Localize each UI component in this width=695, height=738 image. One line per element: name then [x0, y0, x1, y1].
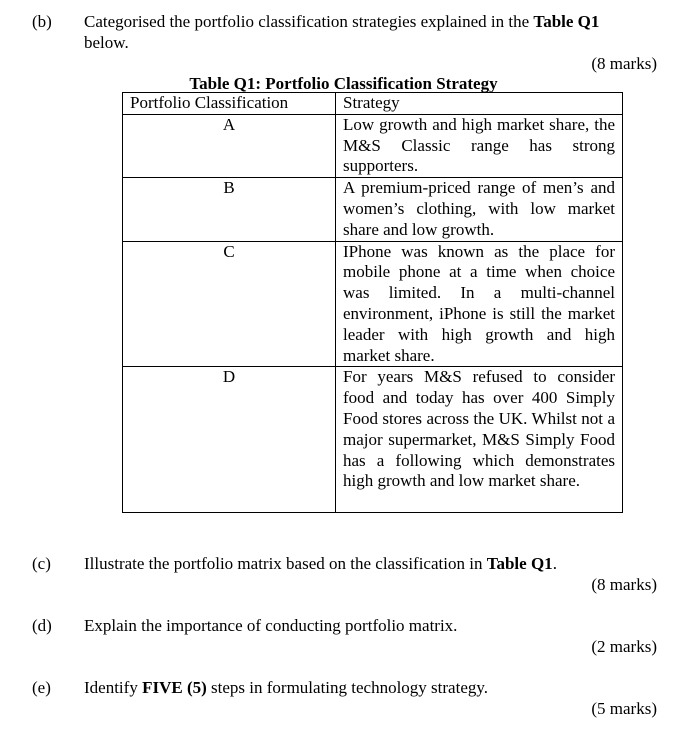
part-d-question: Explain the importance of conducting portfolio matrix.	[84, 616, 458, 635]
table-header-row	[123, 93, 623, 115]
strategy-cell: For years M&S refused to consider food and today has over 400 Simply Food stores across the UK. Whilst not a major supermarket, M&S Simply Food has a following which demonstrates high growth and low market share.	[336, 367, 623, 513]
classification-cell: D	[123, 367, 336, 513]
part-e-question-text: Identify	[84, 678, 143, 697]
strategy-cell: IPhone was known as the place for mobile phone at a time when choice was limited. In a multi-channel environment, iPhone is still the market leader with high growth and high market share.	[336, 241, 623, 367]
part-b-question-line2: below.	[84, 33, 129, 52]
part-e-label: (e)	[32, 678, 51, 697]
classification-cell: A	[123, 114, 336, 177]
part-c-question-end: .	[552, 554, 557, 573]
table-row	[123, 114, 623, 177]
strategy-cell: Low growth and high market share, the M&S Classic range has strong supporters.	[336, 114, 623, 177]
part-c-table-ref: Table Q1	[486, 554, 553, 573]
header-strategy: Strategy	[336, 93, 623, 115]
part-b-marks: (8 marks)	[591, 54, 657, 73]
part-e-marks: (5 marks)	[591, 699, 657, 718]
part-c-question	[84, 553, 557, 574]
part-e-count: FIVE (5)	[142, 678, 207, 697]
table-row	[123, 178, 623, 241]
table-caption-text: Table Q1: Portfolio Classification Strategy	[189, 74, 498, 93]
header-portfolio-classification: Portfolio Classification	[123, 93, 336, 115]
part-c-label: (c)	[32, 554, 51, 573]
table-row	[123, 241, 623, 367]
part-b-question-text: Categorised the portfolio classification strategies explained in the	[84, 12, 534, 31]
part-d-label: (d)	[32, 616, 52, 635]
part-b-label: (b)	[32, 12, 52, 31]
classification-cell: B	[123, 178, 336, 241]
portfolio-classification-table	[122, 92, 623, 513]
part-b-question-line1	[84, 11, 599, 32]
strategy-cell: A premium-priced range of men’s and women’s clothing, with low market share and low growth.	[336, 178, 623, 241]
part-c-marks: (8 marks)	[591, 575, 657, 594]
part-c-question-text: Illustrate the portfolio matrix based on the classification in	[84, 554, 487, 573]
classification-cell: C	[123, 241, 336, 367]
table-row	[123, 367, 623, 513]
part-b-table-ref: Table Q1	[533, 12, 600, 31]
part-e-question	[84, 677, 488, 698]
part-d-marks: (2 marks)	[591, 637, 657, 656]
part-e-question-end: steps in formulating technology strategy.	[206, 678, 489, 697]
table-caption	[0, 73, 695, 94]
